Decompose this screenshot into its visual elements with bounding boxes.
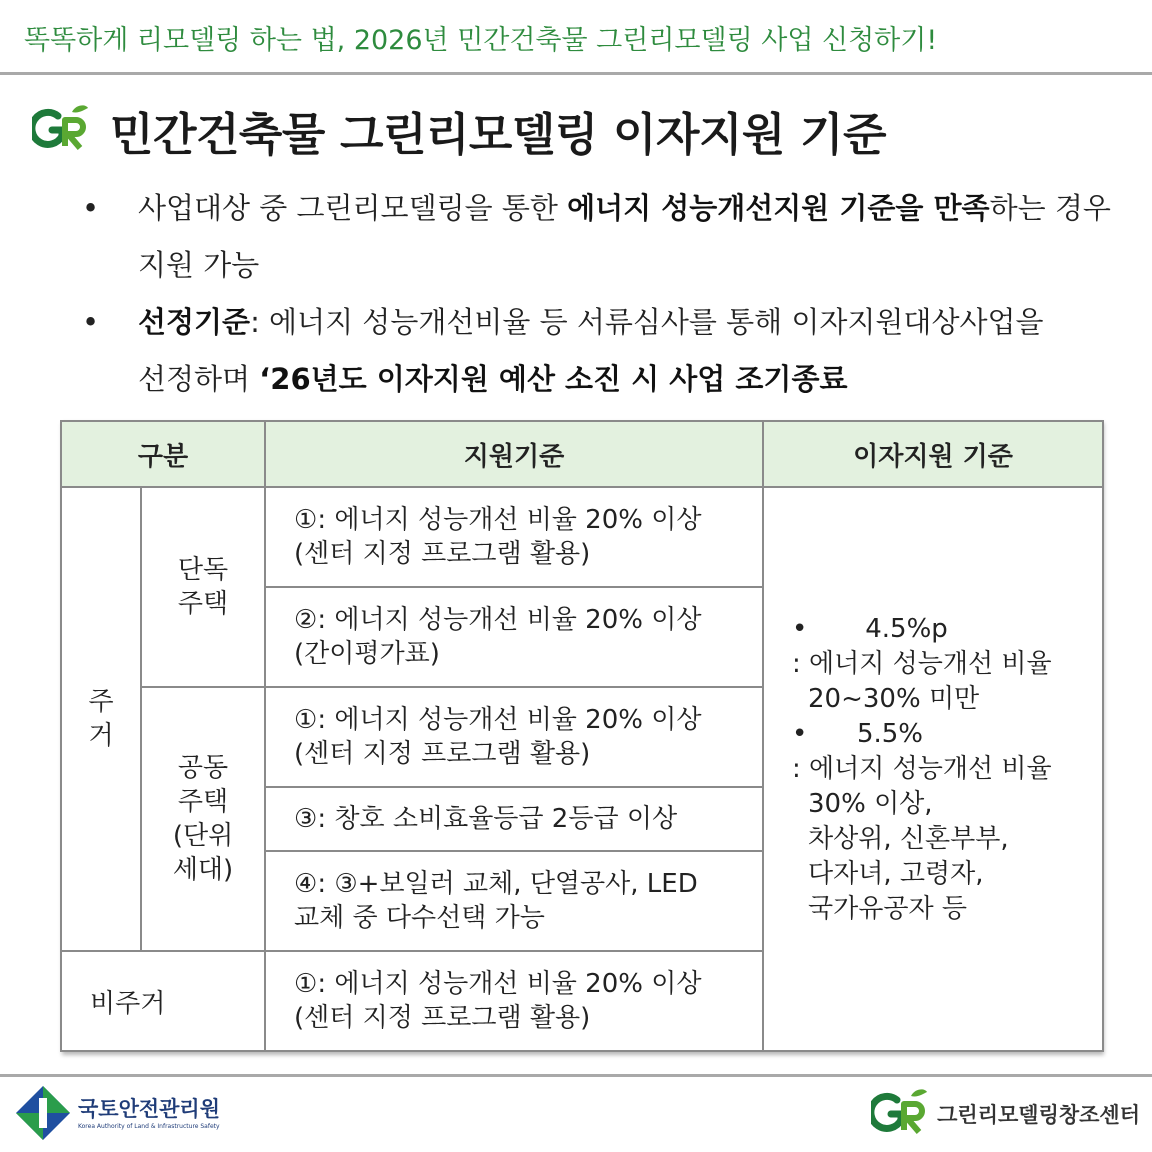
support-line: 30% 이상,: [808, 788, 933, 819]
single-house-label: 주택: [177, 589, 229, 619]
title-row: [32, 95, 886, 165]
support-line: : 에너지 성능개선 비율: [792, 648, 1052, 679]
top-divider: [0, 72, 1152, 75]
apartment-label: (단위: [172, 821, 234, 851]
bullet-text: 하는 경우: [989, 191, 1111, 225]
bullet-emphasis: 선정기준: [138, 305, 251, 339]
header-criteria: 지원기준: [265, 421, 763, 487]
criteria-cell: [265, 687, 763, 787]
bottom-divider: [0, 1074, 1152, 1077]
bullet-text: : 에너지 성능개선비율 등 서류심사를 통해 이자지원대상사업을: [250, 305, 1044, 339]
criteria-table: [60, 420, 1102, 1052]
single-house-cell: [141, 487, 265, 687]
criteria-line: (센터 지정 프로그램 활용): [294, 539, 591, 569]
bullet-list: [78, 180, 1118, 408]
apartment-label: 세대): [172, 855, 234, 885]
criteria-line: (센터 지정 프로그램 활용): [294, 739, 591, 769]
support-line: 국가유공자 등: [808, 893, 967, 924]
criteria-line: (간이평가표): [294, 639, 440, 669]
residential-label: 주: [88, 687, 114, 717]
kalis-name: 국토안전관리원: [78, 1096, 221, 1121]
bullet-emphasis: ‘26년도 이자지원 예산 소진 시 사업 조기종료: [259, 362, 848, 396]
kalis-logo-icon: [14, 1084, 72, 1142]
criteria-cell: [265, 951, 763, 1051]
criteria-cell: [265, 587, 763, 687]
single-house-label: 단독: [177, 555, 229, 585]
center-logo: [871, 1086, 1140, 1142]
kalis-logo: [14, 1084, 220, 1142]
apartment-label: 주택: [177, 787, 229, 817]
tier1-rate: 4.5%p: [865, 613, 948, 644]
criteria-line: ④: ③+보일러 교체, 단열공사, LED: [294, 869, 698, 899]
bullet-emphasis: 에너지 성능개선지원 기준을 만족: [567, 191, 990, 225]
criteria-cell: [265, 787, 763, 851]
criteria-cell: [265, 851, 763, 951]
bullet-dot: •: [82, 305, 100, 339]
header-support: 이자지원 기준: [763, 421, 1103, 487]
apartment-label: 공동: [177, 753, 229, 783]
support-line: 20~30% 미만: [808, 683, 980, 714]
criteria-line: ②: 에너지 성능개선 비율 20% 이상: [294, 605, 702, 635]
criteria-line: ①: 에너지 성능개선 비율 20% 이상: [294, 705, 702, 735]
criteria-line: ①: 에너지 성능개선 비율 20% 이상: [294, 505, 702, 535]
header-category: 구분: [61, 421, 265, 487]
bullet-item: [78, 180, 1118, 294]
bullet-text: 사업대상 중 그린리모델링을 통한: [138, 191, 568, 225]
support-tier1: • 4.5%p: [792, 613, 948, 644]
gr-logo-icon: [871, 1086, 931, 1142]
banner-text: 똑똑하게 리모델링 하는 법, 2026년 민간건축물 그린리모델링 사업 신청하기!: [24, 25, 938, 56]
residential-cell: [61, 487, 141, 951]
bullet-item: [78, 294, 1118, 408]
support-line: 차상위, 신혼부부,: [808, 823, 1009, 854]
support-line: 다자녀, 고령자,: [808, 858, 984, 889]
gr-logo-icon: [32, 102, 92, 158]
table-header-row: [61, 421, 1103, 487]
criteria-line: (센터 지정 프로그램 활용): [294, 1003, 591, 1033]
top-banner: [0, 0, 1152, 72]
table-row: [61, 487, 1103, 587]
page-title: 민간건축물 그린리모델링 이자지원 기준: [110, 107, 886, 161]
bullet-dot: •: [82, 191, 100, 225]
support-cell: [763, 487, 1103, 1051]
support-tier2: • 5.5%: [792, 718, 924, 749]
criteria-cell: [265, 487, 763, 587]
non-residential-cell: 비주거: [61, 951, 265, 1051]
bullet-text: 선정하며: [138, 362, 260, 396]
center-name: 그린리모델링창조센터: [937, 1103, 1140, 1127]
apartment-cell: [141, 687, 265, 951]
criteria-line: ①: 에너지 성능개선 비율 20% 이상: [294, 969, 702, 999]
kalis-subtitle: Korea Authority of Land & Infrastructure Safety: [78, 1122, 220, 1130]
criteria-line: 교체 중 다수선택 가능: [294, 903, 545, 933]
criteria-line: ③: 창호 소비효율등급 2등급 이상: [294, 804, 678, 834]
residential-label: 거: [88, 721, 114, 751]
support-line: : 에너지 성능개선 비율: [792, 753, 1052, 784]
tier2-rate: 5.5%: [856, 718, 924, 749]
bullet-text: 지원 가능: [138, 248, 260, 282]
